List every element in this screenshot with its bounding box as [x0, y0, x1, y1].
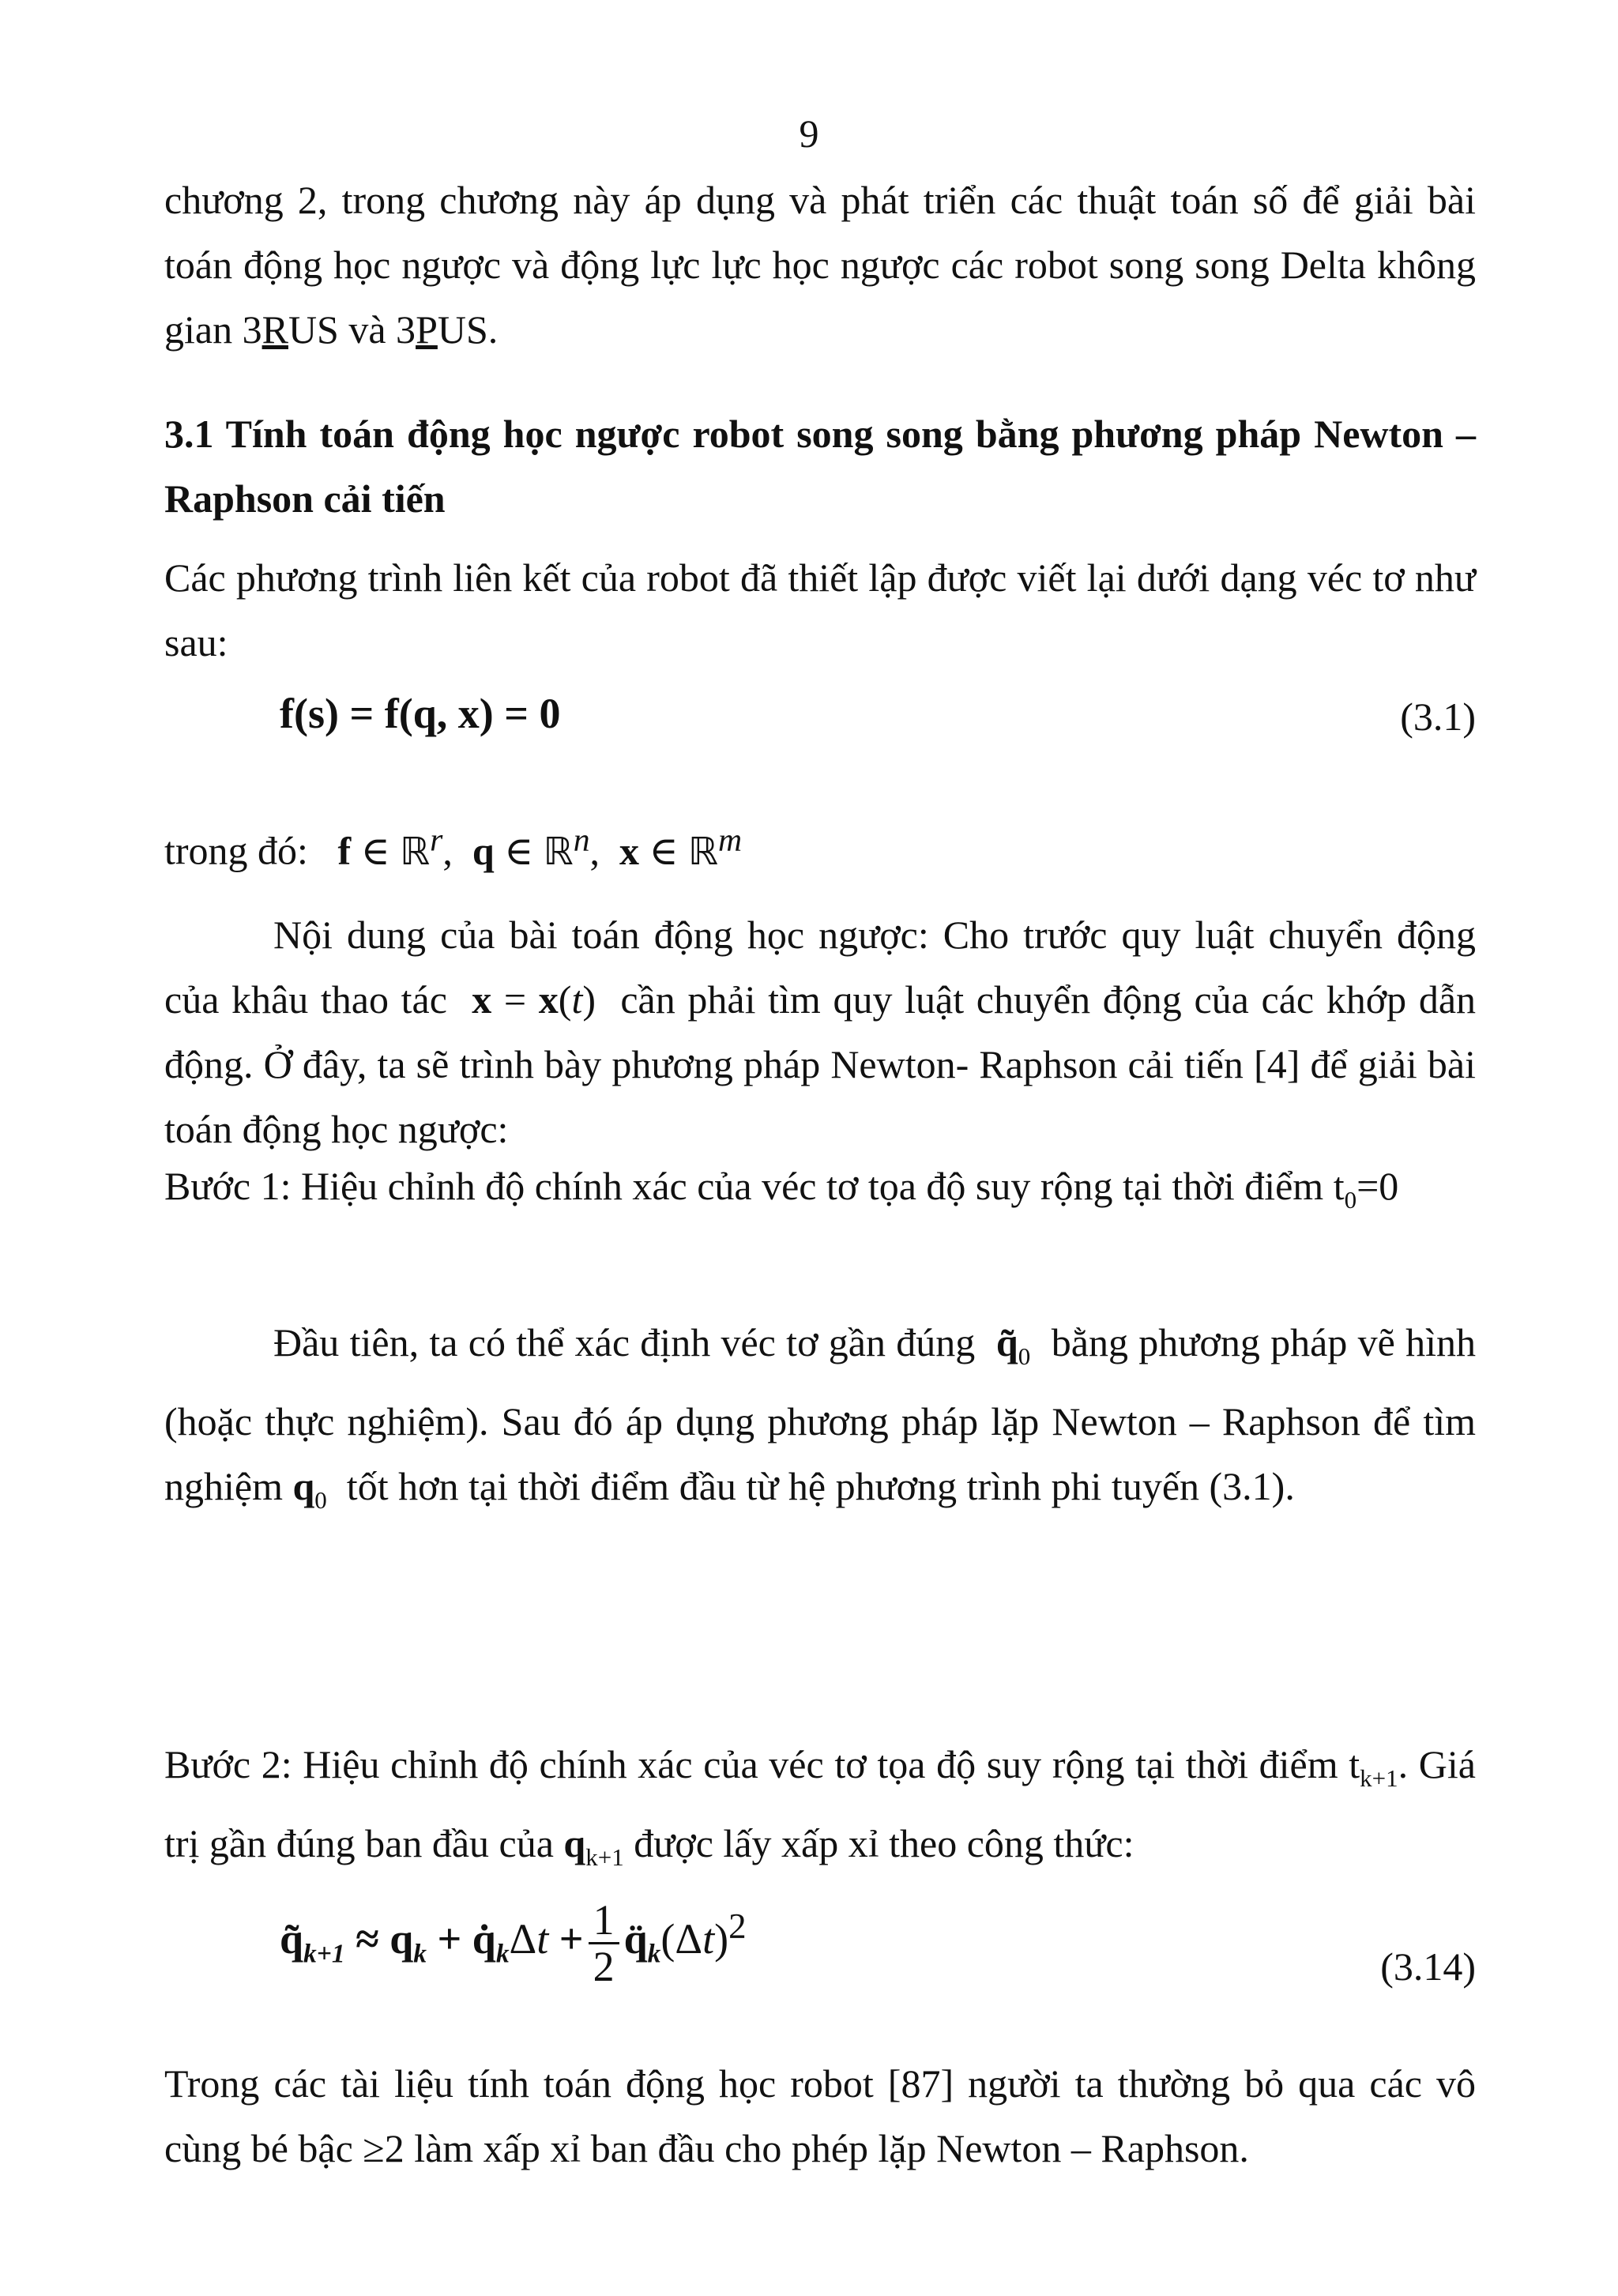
page-number: 9 [799, 111, 819, 156]
equation-3-14-formula: $q̃_{k+1} \approx q_k$ + $q̇_k\Delta t$ + $\frac{1}{2}$ $q̈_k(\Delta t)^2$ [280, 1896, 747, 1990]
step-2: Bước 2: Hiệu chỉnh độ chính xác của véc tơ tọa độ suy rộng tại thời điểm $t_{k+1}$. Giá trị gần đúng ban đầu của $q_{k+1}$ được lấy xấp xỉ theo công thức: [164, 1742, 1476, 1871]
section-heading: 3.1 Tính toán động học ngược robot song song bằng phương pháp Newton – Raphson cải tiến [164, 412, 1476, 521]
equation-3-1-formula: f(s) = f(q, x) = 0 [280, 690, 561, 737]
intro-text: chương 2, trong chương này áp dụng và phát triển các thuật toán số để giải bài toán động học ngược và động lực lực học ngược các robot song song Delta không gian 3RUS và 3PUS. [164, 178, 1476, 352]
last-paragraph: Trong các tài liệu tính toán động học robot [87] người ta thường bỏ qua các vô cùng bé bậc ≥2 làm xấp xỉ ban đầu cho phép lặp Newton – Raphson. [164, 2061, 1476, 2170]
x-of-t-formula: x = x(t) [472, 977, 608, 1022]
sets-formula: f ∈ ℝ$^r$, q ∈ ℝ$^n$, x ∈ ℝ$^m$ [337, 822, 743, 874]
equation-3-14-number: (3.14) [1380, 1944, 1476, 1989]
q0-tilde-formula: $q̃_0$ [995, 1320, 1031, 1370]
equation-3-14 [164, 1898, 1476, 2016]
step-1: Bước 1: Hiệu chỉnh độ chính xác của véc tơ tọa độ suy rộng tại thời điểm $t_0=0$ [164, 1164, 1399, 1214]
q0-formula: $q_0$ [292, 1464, 327, 1514]
first-paragraph: Đầu tiên, ta có thể xác định véc tơ gần đúng $q̃_0$ bằng phương pháp vẽ hình (hoặc thực nghiệm). Sau đó áp dụng phương pháp lặp Newton – Raphson để tìm nghiệm $q_0$ tốt hơn tại thời điểm đầu từ hệ phương trình phi tuyến (3.1). [164, 1320, 1476, 1514]
content-paragraph: Nội dung của bài toán động học ngược: Cho trước quy luật chuyển động của khâu thao tác x = x(t) cần phải tìm quy luật chuyển động của các khớp dẫn động. Ở đây, ta sẽ trình bày phương pháp Newton- Raphson cải tiến [4] để giải bài toán động học ngược: [164, 913, 1477, 1151]
constraint-intro: Các phương trình liên kết của robot đã thiết lập được viết lại dưới dạng véc tơ như sau: [164, 555, 1476, 664]
where-line: trong đó: f ∈ ℝ$^r$, q ∈ ℝ$^n$, x ∈ ℝ$^m$ [164, 822, 743, 874]
equation-3-1 [164, 689, 1476, 784]
intro-paragraph [164, 167, 1476, 362]
equation-3-1-number: (3.1) [1400, 694, 1476, 739]
